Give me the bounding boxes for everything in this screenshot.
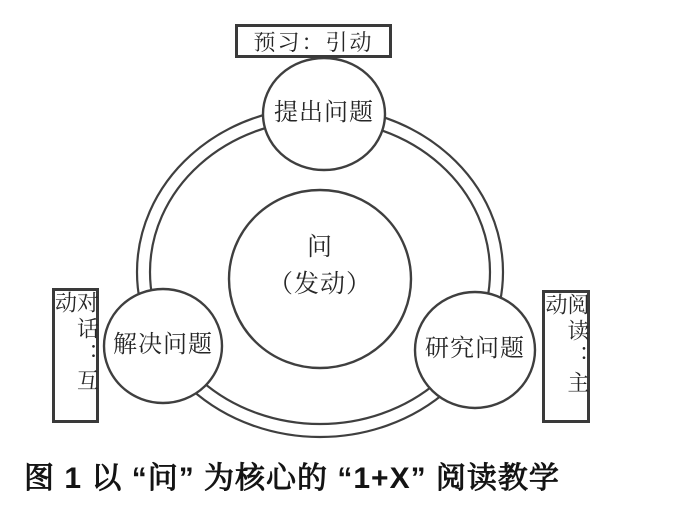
center-circle-label: [210, 229, 430, 303]
left-box-label: 对话：互动: [52, 291, 100, 395]
figure-caption: 图 1 以 “问” 为核心的 “1+X” 阅读教学: [24, 462, 560, 495]
top-node-label: 提出问题: [274, 100, 374, 126]
right-box-label: 阅读：主动: [543, 293, 590, 397]
left-node-label: 解决问题: [113, 332, 213, 358]
top-box: [235, 24, 392, 58]
center-circle-line2: （发动）: [267, 271, 372, 298]
top-box-label: 预习：引动: [253, 29, 374, 55]
center-circle-line1: 问: [306, 234, 333, 261]
right-node-label: 研究问题: [425, 336, 525, 362]
